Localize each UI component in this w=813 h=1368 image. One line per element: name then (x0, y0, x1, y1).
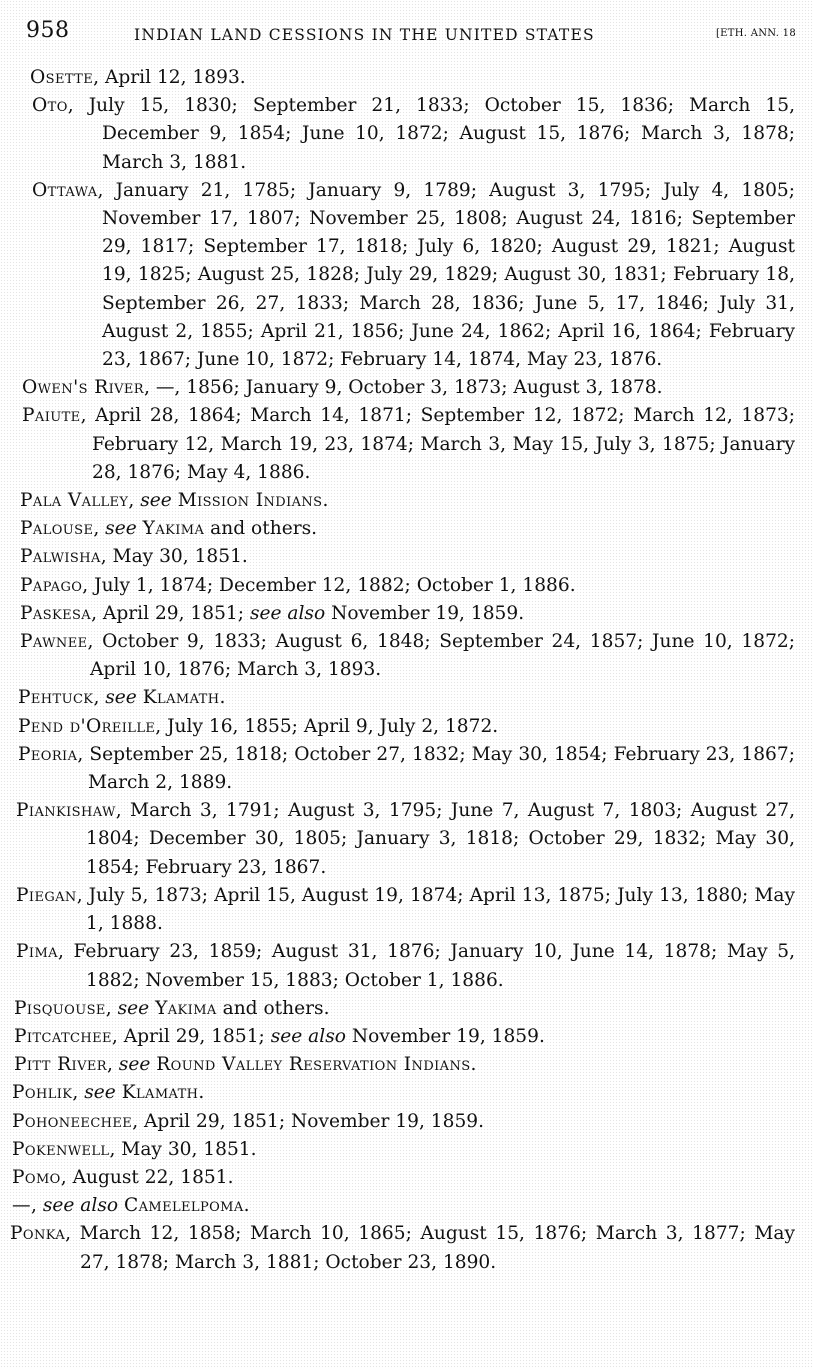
entry-text: , March 3, 1791; August 3, 1795; June 7, August 7, 1803; August 27, 1804; December 30, 1805; January 3, 1818; October 29, 1832; May 30, 1854; February 23, 1867. (86, 800, 795, 878)
entry-text: , July 15, 1830; September 21, 1833; October 15, 1836; March 15, December 9, 1854; June 10, 1872; August 15, 1876; March 3, 1878; March 3, 1881. (67, 95, 795, 173)
index-entry (32, 92, 795, 177)
entry-see-target: Yakima (155, 997, 217, 1019)
entry-tail: November 19, 1859. (325, 602, 525, 624)
index-entry (12, 1192, 795, 1220)
entry-text: , April 29, 1851; (111, 1025, 271, 1047)
index-entry (20, 543, 795, 571)
entry-see-target: Round Valley Reservation Indians (156, 1054, 471, 1076)
entry-text: , September 25, 1818; October 27, 1832; May 30, 1854; February 23, 1867; March 2, 1889. (77, 743, 795, 794)
entry-text: , March 12, 1858; March 10, 1865; August 15, 1876; March 3, 1877; May 27, 1878; March 3, 1881; October 23, 1890. (65, 1223, 795, 1273)
entry-text: , (105, 997, 118, 1019)
entry-name: Paskesa (20, 602, 92, 624)
entry-tail: . (243, 1195, 250, 1217)
index-entry (20, 487, 795, 515)
entry-text: , (72, 1082, 85, 1104)
entry-name: Palwisha (20, 546, 101, 568)
entry-text: , April 29, 1851; November 19, 1859. (132, 1110, 485, 1132)
index-entry (14, 995, 795, 1023)
entry-text: , —, 1856; January 9, October 3, 1873; August 3, 1878. (144, 377, 663, 399)
entry-text: , (31, 1195, 43, 1217)
entry-text: , January 21, 1785; January 9, 1789; August 3, 1795; July 4, 1805; November 17, 1807; November 25, 1808; August 24, 1816; September 29, 1817; September 17, 1818; July 6, 1820; August 29, 1821; August 19, 1825; August 25, 1828; July 29, 1829; August 30, 1831; February 18, September 26, 27, 1833; March 28, 1836; June 5, 17, 1846; July 31, August 2, 1855; April 21, 1856; June 24, 1862; April 16, 1864; February 23, 1867; June 10, 1872; February 14, 1874, May 23, 1876. (97, 179, 795, 371)
entry-name: Papago (20, 574, 83, 596)
entry-text: , May 30, 1851. (109, 1138, 257, 1160)
entry-see-reference: see (140, 490, 172, 512)
index-entry (16, 797, 795, 882)
entry-name: Pitt River (14, 1054, 107, 1076)
entry-see-target: Klamath (142, 687, 220, 709)
index-entry (22, 402, 795, 487)
entry-text: , April 12, 1893. (93, 67, 246, 88)
entry-name: Pawnee (20, 631, 88, 653)
index-entry (20, 600, 795, 628)
entry-text: , April 29, 1851; (91, 602, 250, 624)
entry-see-reference: see (118, 1054, 151, 1076)
entry-see-target: Camelelpoma (123, 1195, 244, 1217)
entry-name: — (12, 1195, 31, 1217)
entry-name: Ponka (10, 1223, 66, 1245)
index-entry (14, 1023, 795, 1051)
index-entry (12, 1108, 795, 1136)
entry-text: , (106, 1054, 119, 1076)
entry-name: Piankishaw (16, 800, 116, 822)
entry-text: , February 23, 1859; August 31, 1876; January 10, June 14, 1878; May 5, 1882; November 15, 1883; October 1, 1886. (57, 941, 795, 991)
entry-name: Osette (30, 67, 94, 88)
entry-see-reference: see also (42, 1195, 119, 1217)
entry-see-reference: see (105, 687, 137, 709)
entry-name: Pitcatchee (14, 1025, 112, 1047)
entry-text: , July 16, 1855; April 9, July 2, 1872. (155, 715, 499, 737)
entry-text: , (93, 518, 106, 540)
entry-text: , July 5, 1873; April 15, August 19, 1874; April 13, 1875; July 13, 1880; May 1, 1888. (76, 884, 795, 935)
entry-name: Paiute (22, 405, 81, 427)
page-number: 958 (26, 18, 70, 43)
entry-see-reference: see (105, 518, 137, 540)
index-entry (20, 572, 795, 600)
entry-text: , May 30, 1851. (100, 546, 248, 568)
index-entry (16, 882, 795, 938)
entry-name: Peoria (18, 743, 78, 765)
entry-see-reference: see (117, 997, 150, 1019)
index-entry (30, 64, 795, 92)
entry-see-reference: see (84, 1082, 116, 1104)
index-entry (12, 1136, 795, 1164)
entry-text: , July 1, 1874; December 12, 1882; October 1, 1886. (82, 574, 576, 596)
entry-name: Pend d'Oreille (18, 715, 156, 737)
index-entry (22, 374, 795, 402)
entry-text: , (128, 490, 141, 512)
entry-text: , (93, 687, 106, 709)
entry-name: Pohoneechee (12, 1110, 133, 1132)
index-entry (12, 1164, 795, 1192)
page-header (26, 18, 796, 48)
index-entry (20, 515, 795, 543)
index-entry (18, 741, 795, 797)
index-entry (20, 628, 795, 684)
entry-tail: . (198, 1082, 205, 1104)
running-title: INDIAN LAND CESSIONS IN THE UNITED STATES (134, 26, 595, 44)
entry-see-reference: see also (249, 602, 326, 624)
entry-name: Owen's River (22, 377, 144, 399)
entry-tail: . (322, 490, 329, 512)
entry-tail: . (470, 1054, 477, 1076)
entry-name: Palouse (20, 518, 94, 540)
entry-name: Piegan (16, 884, 77, 906)
entry-see-target: Mission Indians (177, 490, 323, 512)
entry-name: Pokenwell (12, 1138, 110, 1160)
entry-see-target: Yakima (142, 518, 205, 540)
index-entry (18, 684, 795, 712)
entry-name: Ottawa (32, 179, 98, 201)
index-entries (10, 64, 795, 1277)
entry-see-reference: see also (270, 1025, 346, 1047)
index-entry (12, 1079, 795, 1107)
entry-name: Oto (32, 95, 68, 117)
entry-text: , April 28, 1864; March 14, 1871; September 12, 1872; March 12, 1873; February 12, March 19, 23, 1874; March 3, May 15, July 3, 1875; January 28, 1876; May 4, 1886. (80, 405, 795, 483)
entry-text: , August 22, 1851. (60, 1166, 234, 1188)
index-entry (32, 177, 795, 374)
index-entry (18, 713, 795, 741)
entry-text: , October 9, 1833; August 6, 1848; September 24, 1857; June 10, 1872; April 10, 1876; March 3, 1893. (87, 631, 795, 681)
entry-tail: and others. (216, 997, 330, 1019)
index-entry (16, 938, 795, 994)
entry-see-target: Klamath (121, 1082, 199, 1104)
index-entry (14, 1051, 795, 1079)
entry-name: Pomo (12, 1166, 61, 1188)
entry-name: Pohlik (12, 1082, 73, 1104)
entry-name: Pehtuck (18, 687, 94, 709)
entry-name: Pisquouse (14, 997, 106, 1019)
entry-tail: . (219, 687, 226, 709)
entry-name: Pala Valley (20, 490, 129, 512)
entry-name: Pima (16, 941, 58, 963)
running-note: [ETH. ANN. 18 (715, 28, 796, 39)
entry-tail: November 19, 1859. (345, 1025, 545, 1047)
entry-tail: and others. (204, 518, 318, 540)
index-entry (10, 1220, 795, 1276)
